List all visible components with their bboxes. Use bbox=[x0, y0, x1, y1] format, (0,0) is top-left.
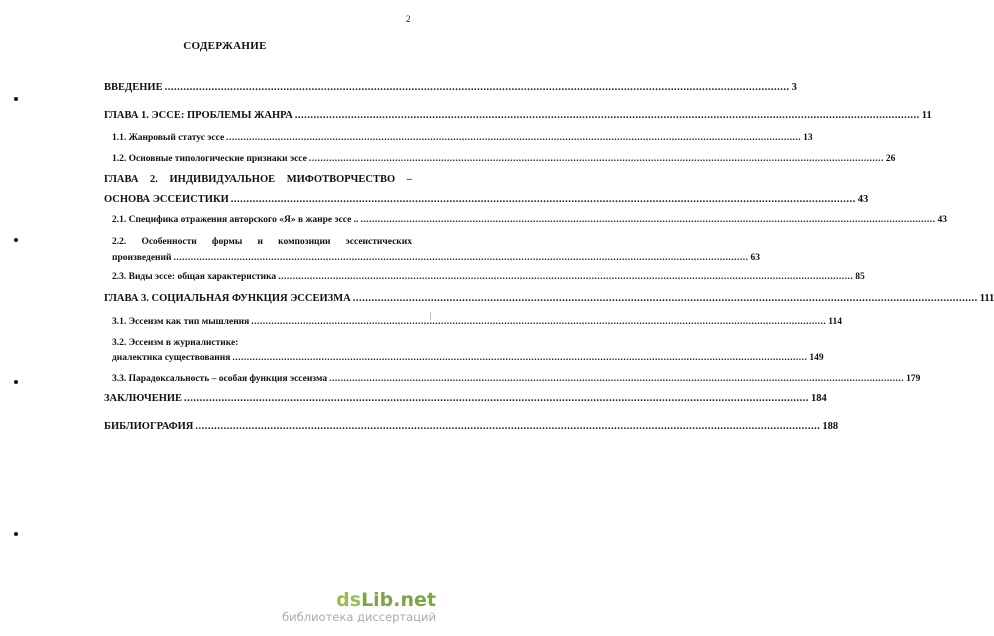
toc-entry-page: 85 bbox=[855, 272, 865, 282]
toc-leader-dots: ........................................................................................................................................................................................................ bbox=[226, 133, 802, 143]
toc-leader-dots: ........................................................................................................................................................................................................ bbox=[173, 253, 749, 263]
toc-entry-text: ГЛАВА 2. ИНДИВИДУАЛЬНОЕ МИФОТВОРЧЕСТВО – bbox=[104, 174, 412, 185]
watermark-subtitle: библиотека диссертаций bbox=[282, 610, 436, 624]
toc-entry bbox=[112, 352, 824, 364]
toc-entry bbox=[104, 194, 869, 206]
toc-entry-page: 63 bbox=[750, 253, 760, 263]
toc-entry bbox=[112, 153, 896, 165]
toc-entry-text: ГЛАВА 1. ЭССЕ: ПРОБЛЕМЫ ЖАНРА bbox=[104, 110, 293, 121]
toc-entry bbox=[104, 82, 797, 94]
toc-entry bbox=[104, 110, 932, 122]
toc-entry bbox=[104, 421, 839, 433]
watermark-logo bbox=[282, 590, 436, 610]
toc-entry-page: 111 bbox=[979, 293, 994, 304]
toc-entry bbox=[104, 293, 994, 305]
binder-hole bbox=[14, 238, 18, 242]
toc-leader-dots: ........................................................................................................................................................................................................ bbox=[230, 194, 856, 205]
toc-leader-dots: ........................................................................................................................................................................................................ bbox=[308, 154, 884, 164]
toc-entry-page: 13 bbox=[803, 133, 813, 143]
toc-entry-page: 43 bbox=[857, 194, 869, 205]
watermark-logo-prefix: ds bbox=[336, 589, 362, 611]
toc-entry bbox=[112, 252, 760, 264]
toc-entry-text: 3.2. Эссеизм в журналистике: bbox=[112, 338, 239, 348]
page-number: 2 bbox=[406, 14, 411, 24]
toc-entry bbox=[104, 174, 412, 186]
toc-leader-dots: ........................................................................................................................................................................................................ bbox=[195, 421, 821, 432]
binder-hole bbox=[14, 532, 18, 536]
toc-leader-dots: ........................................................................................................................................................................................................ bbox=[329, 374, 905, 384]
toc-entry-text: БИБЛИОГРАФИЯ bbox=[104, 421, 194, 432]
toc-entry-text: ГЛАВА 3. СОЦИАЛЬНАЯ ФУНКЦИЯ ЭССЕИЗМА bbox=[104, 293, 351, 304]
toc-entry-text: диалектика существования bbox=[112, 353, 231, 363]
toc-leader-dots: ........................................................................................................................................................................................................ bbox=[232, 353, 808, 363]
toc-leader-dots: ........................................................................................................................................................................................................ bbox=[164, 82, 790, 93]
toc-leader-dots: ........................................................................................................................................................................................................ bbox=[352, 293, 978, 304]
binder-hole bbox=[14, 97, 18, 101]
toc-entry-page: 179 bbox=[906, 374, 921, 384]
toc-entry-text: 1.1. Жанровый статус эссе bbox=[112, 133, 225, 143]
toc-entry-page: 11 bbox=[921, 110, 932, 121]
toc-entry bbox=[104, 393, 827, 405]
toc-entry-text: ВВЕДЕНИЕ bbox=[104, 82, 163, 93]
toc-entry-page: 3 bbox=[791, 82, 797, 93]
toc-entry-text: 3.3. Парадоксальность – особая функция эссеизма bbox=[112, 374, 328, 384]
toc-leader-dots: ........................................................................................................................................................................................................ bbox=[278, 272, 854, 282]
toc-entry-page: 149 bbox=[809, 353, 824, 363]
toc-leader-dots: ........................................................................................................................................................................................................ bbox=[294, 110, 920, 121]
toc-leader-dots: ........................................................................................................................................................................................................ bbox=[360, 215, 936, 225]
toc-entry-page: 114 bbox=[828, 317, 843, 327]
toc-entry-text: 3.1. Эссеизм как тип мышления bbox=[112, 317, 250, 327]
toc-entry-text: 2.2. Особенности формы и композиции эссеистических bbox=[112, 237, 412, 247]
binder-hole bbox=[14, 380, 18, 384]
toc-entry bbox=[112, 373, 921, 385]
toc-entry bbox=[112, 316, 843, 328]
toc-leader-dots: ........................................................................................................................................................................................................ bbox=[251, 317, 827, 327]
toc-entry bbox=[112, 132, 813, 144]
toc-entry bbox=[112, 214, 947, 226]
toc-entry-text: ЗАКЛЮЧЕНИЕ bbox=[104, 393, 183, 404]
toc-entry-text: 2.1. Специфика отражения авторского «Я» в жанре эссе .. bbox=[112, 215, 359, 225]
toc-entry-text: 2.3. Виды эссе: общая характеристика bbox=[112, 272, 277, 282]
toc-entry-text: произведений bbox=[112, 253, 172, 263]
toc-entry bbox=[112, 236, 412, 248]
toc-entry bbox=[112, 337, 412, 349]
toc-entry-text: ОСНОВА ЭССЕИСТИКИ bbox=[104, 194, 229, 205]
toc-entry-text: 1.2. Основные типологические признаки эссе bbox=[112, 154, 307, 164]
toc-leader-dots: ........................................................................................................................................................................................................ bbox=[184, 393, 810, 404]
page-title: СОДЕРЖАНИЕ bbox=[183, 40, 267, 52]
toc-entry-page: 184 bbox=[811, 393, 827, 404]
watermark-logo-rest: Lib.net bbox=[361, 589, 436, 611]
toc-entry-page: 26 bbox=[885, 154, 896, 164]
toc-entry-page: 43 bbox=[937, 215, 947, 225]
toc-entry-page: 188 bbox=[822, 421, 839, 432]
watermark bbox=[282, 590, 436, 624]
toc-entry bbox=[112, 271, 865, 283]
